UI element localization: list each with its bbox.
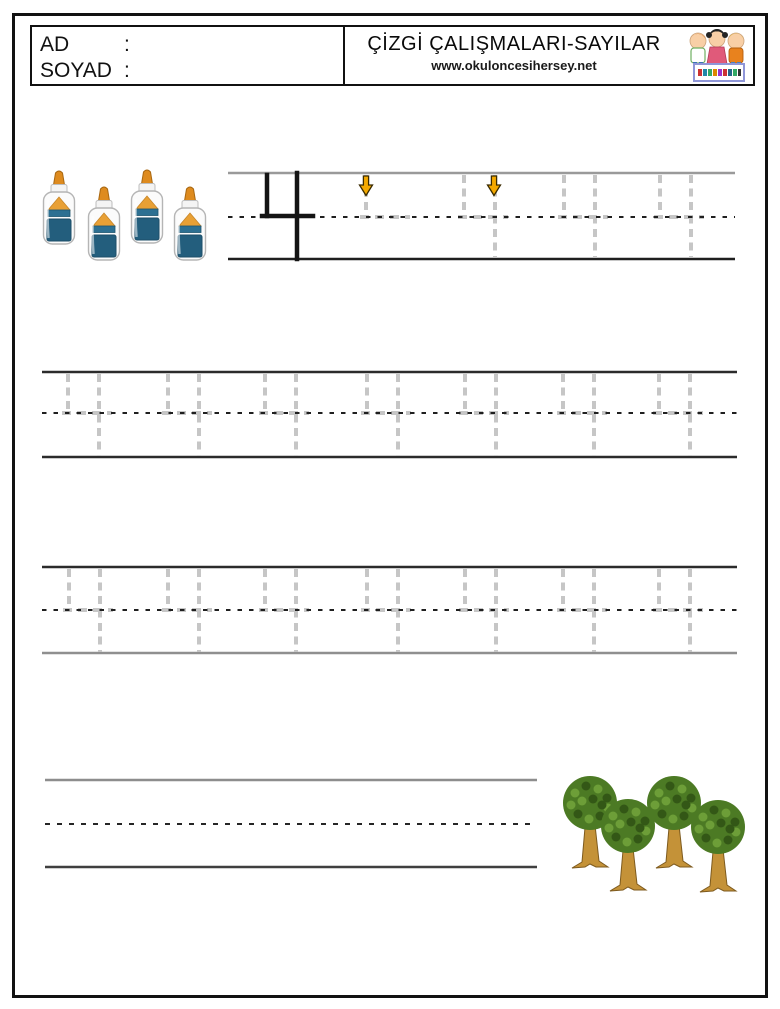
glue-bottle-illustration <box>44 171 75 244</box>
traced-number-4 <box>361 374 411 456</box>
traced-number-4 <box>62 374 112 456</box>
traced-number-4 <box>259 374 309 456</box>
surname-label: SOYAD <box>40 59 112 82</box>
surname-colon: : <box>124 59 130 82</box>
practice-row <box>228 173 735 259</box>
practice-row <box>42 567 737 653</box>
traced-number-4 <box>557 374 607 456</box>
tree-illustration <box>601 799 655 891</box>
solid-number-4 <box>262 173 313 259</box>
free-writing-lines <box>45 780 537 867</box>
traced-number-4 <box>459 374 509 456</box>
practice-row <box>42 372 737 457</box>
glue-bottle-illustration <box>132 170 163 243</box>
glue-bottle-illustration <box>89 187 120 260</box>
website-url: www.okuloncesihersey.net <box>431 58 597 73</box>
start-arrow-icon <box>360 176 373 196</box>
traced-number-4 <box>557 569 607 652</box>
start-arrow-icon <box>488 176 501 196</box>
traced-number-4 <box>459 569 509 652</box>
glue-bottle-illustration <box>175 187 206 260</box>
name-label: AD <box>40 33 70 56</box>
worksheet-title: ÇİZGİ ÇALIŞMALARI-SAYILAR <box>367 33 661 55</box>
traced-number-4 <box>162 374 212 456</box>
name-colon: : <box>124 33 130 56</box>
traced-number-4 <box>653 374 703 456</box>
tree-illustration <box>691 800 745 892</box>
